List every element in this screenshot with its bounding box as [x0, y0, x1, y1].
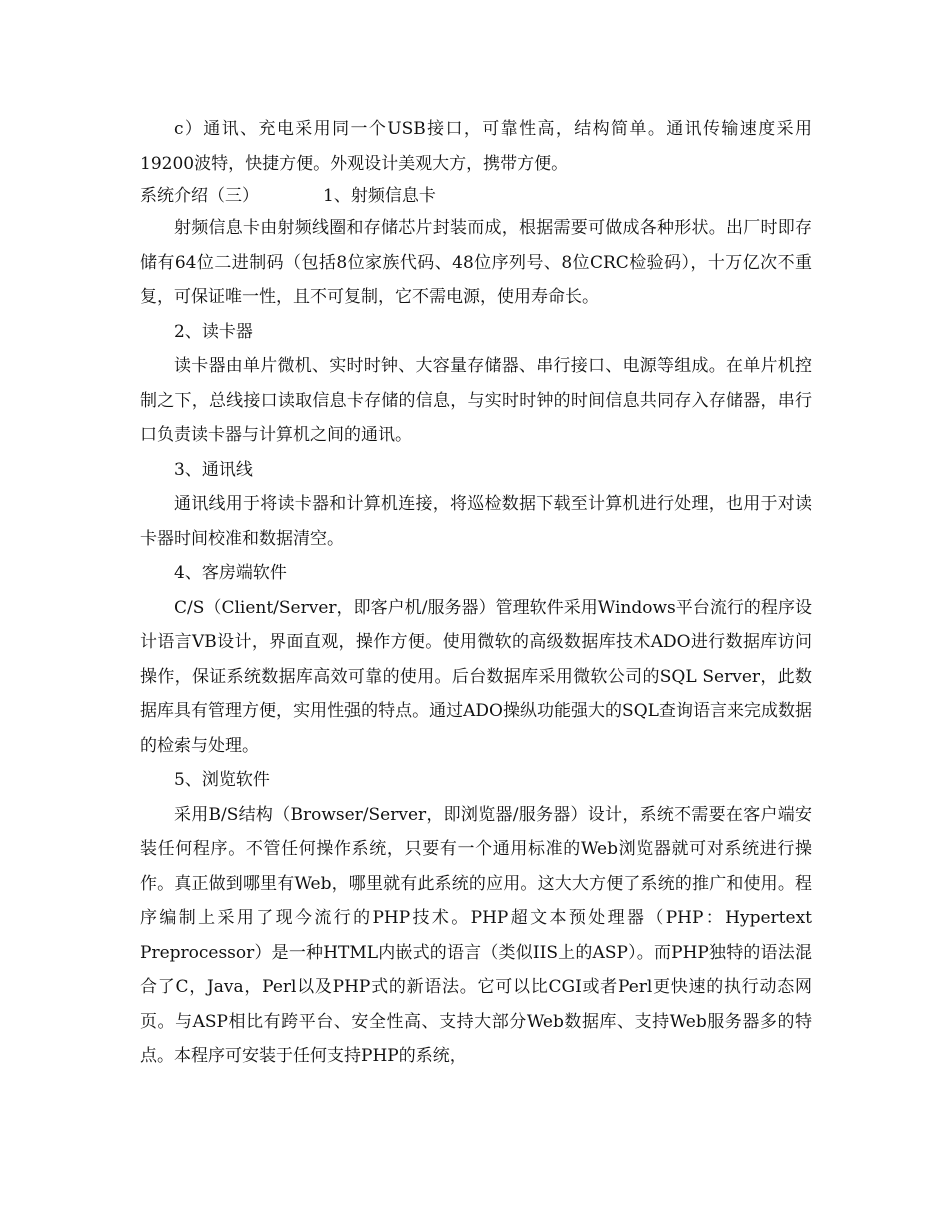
heading-client-software: 4、客房端软件: [174, 563, 287, 583]
heading-card-reader: 2、读卡器: [174, 321, 253, 342]
paragraph-client-software: C/S（Client/Server，即客户机/服务器）管理软件采用Windows平台流行的程序设计语言VB设计，界面直观，操作方便。使用微软的高级数据库技术ADO进行数据库访问操作，保证系统数据库高效可靠的使用。后台数据库采用微软公司的SQL Server，此数据库具有管理方便，实用性强的特点。通过ADO操纵功能强大的SQL查询语言来完成数据的检索与处理。: [140, 597, 812, 756]
heading-rf-card: 1、射频信息卡: [323, 186, 436, 206]
paragraph-comm-cable: 通讯线用于将读卡器和计算机连接，将巡检数据下载至计算机进行处理，也用于对读卡器时间校准和数据清空。: [140, 494, 812, 549]
paragraph-rf-card: 射频信息卡由射频线圈和存储芯片封装而成，根据需要可做成各种形状。出厂时即存储有64位二进制码（包括8位家族代码、48位序列号、8位CRC检验码），十万亿次不重复，可保证唯一性，且不可复制，它不需电源，使用寿命长。: [140, 218, 812, 307]
document-body: [140, 112, 812, 1074]
section-title-line: [140, 181, 812, 211]
heading-browser-software: 5、浏览软件: [174, 770, 270, 790]
paragraph-card-reader: 读卡器由单片微机、实时时钟、大容量存储器、串行接口、电源等组成。在单片机控制之下，总线接口读取信息卡存储的信息，与实时时钟的时间信息共同存入存储器，串行口负责读卡器与计算机之间的通讯。: [140, 356, 812, 445]
section-title: 系统介绍（三）: [140, 186, 259, 206]
paragraph-browser-software: 采用B/S结构（Browser/Server，即浏览器/服务器）设计，系统不需要在客户端安装任何程序。不管任何操作系统，只要有一个通用标准的Web浏览器就可对系统进行操作。真正做到哪里有Web，哪里就有此系统的应用。这大大方便了系统的推广和使用。程序编制上采用了现今流行的PHP技术。PHP超文本预处理器（PHP：Hypertext Preprocessor）是一种HTML内嵌式的语言（类似IIS上的ASP）。而PHP独特的语法混合了C，Java，Perl以及PHP式的新语法。它可以比CGI或者Perl更快速的执行动态网页。与ASP相比有跨平台、安全性高、支持大部分Web数据库、支持Web服务器多的特点。本程序可安装于任何支持PHP的系统，: [140, 804, 812, 1066]
paragraph-c: c）通讯、充电采用同一个USB接口，可靠性高，结构简单。通讯传输速度采用19200波特，快捷方便。外观设计美观大方，携带方便。: [140, 119, 812, 174]
heading-comm-cable: 3、通讯线: [174, 459, 253, 480]
